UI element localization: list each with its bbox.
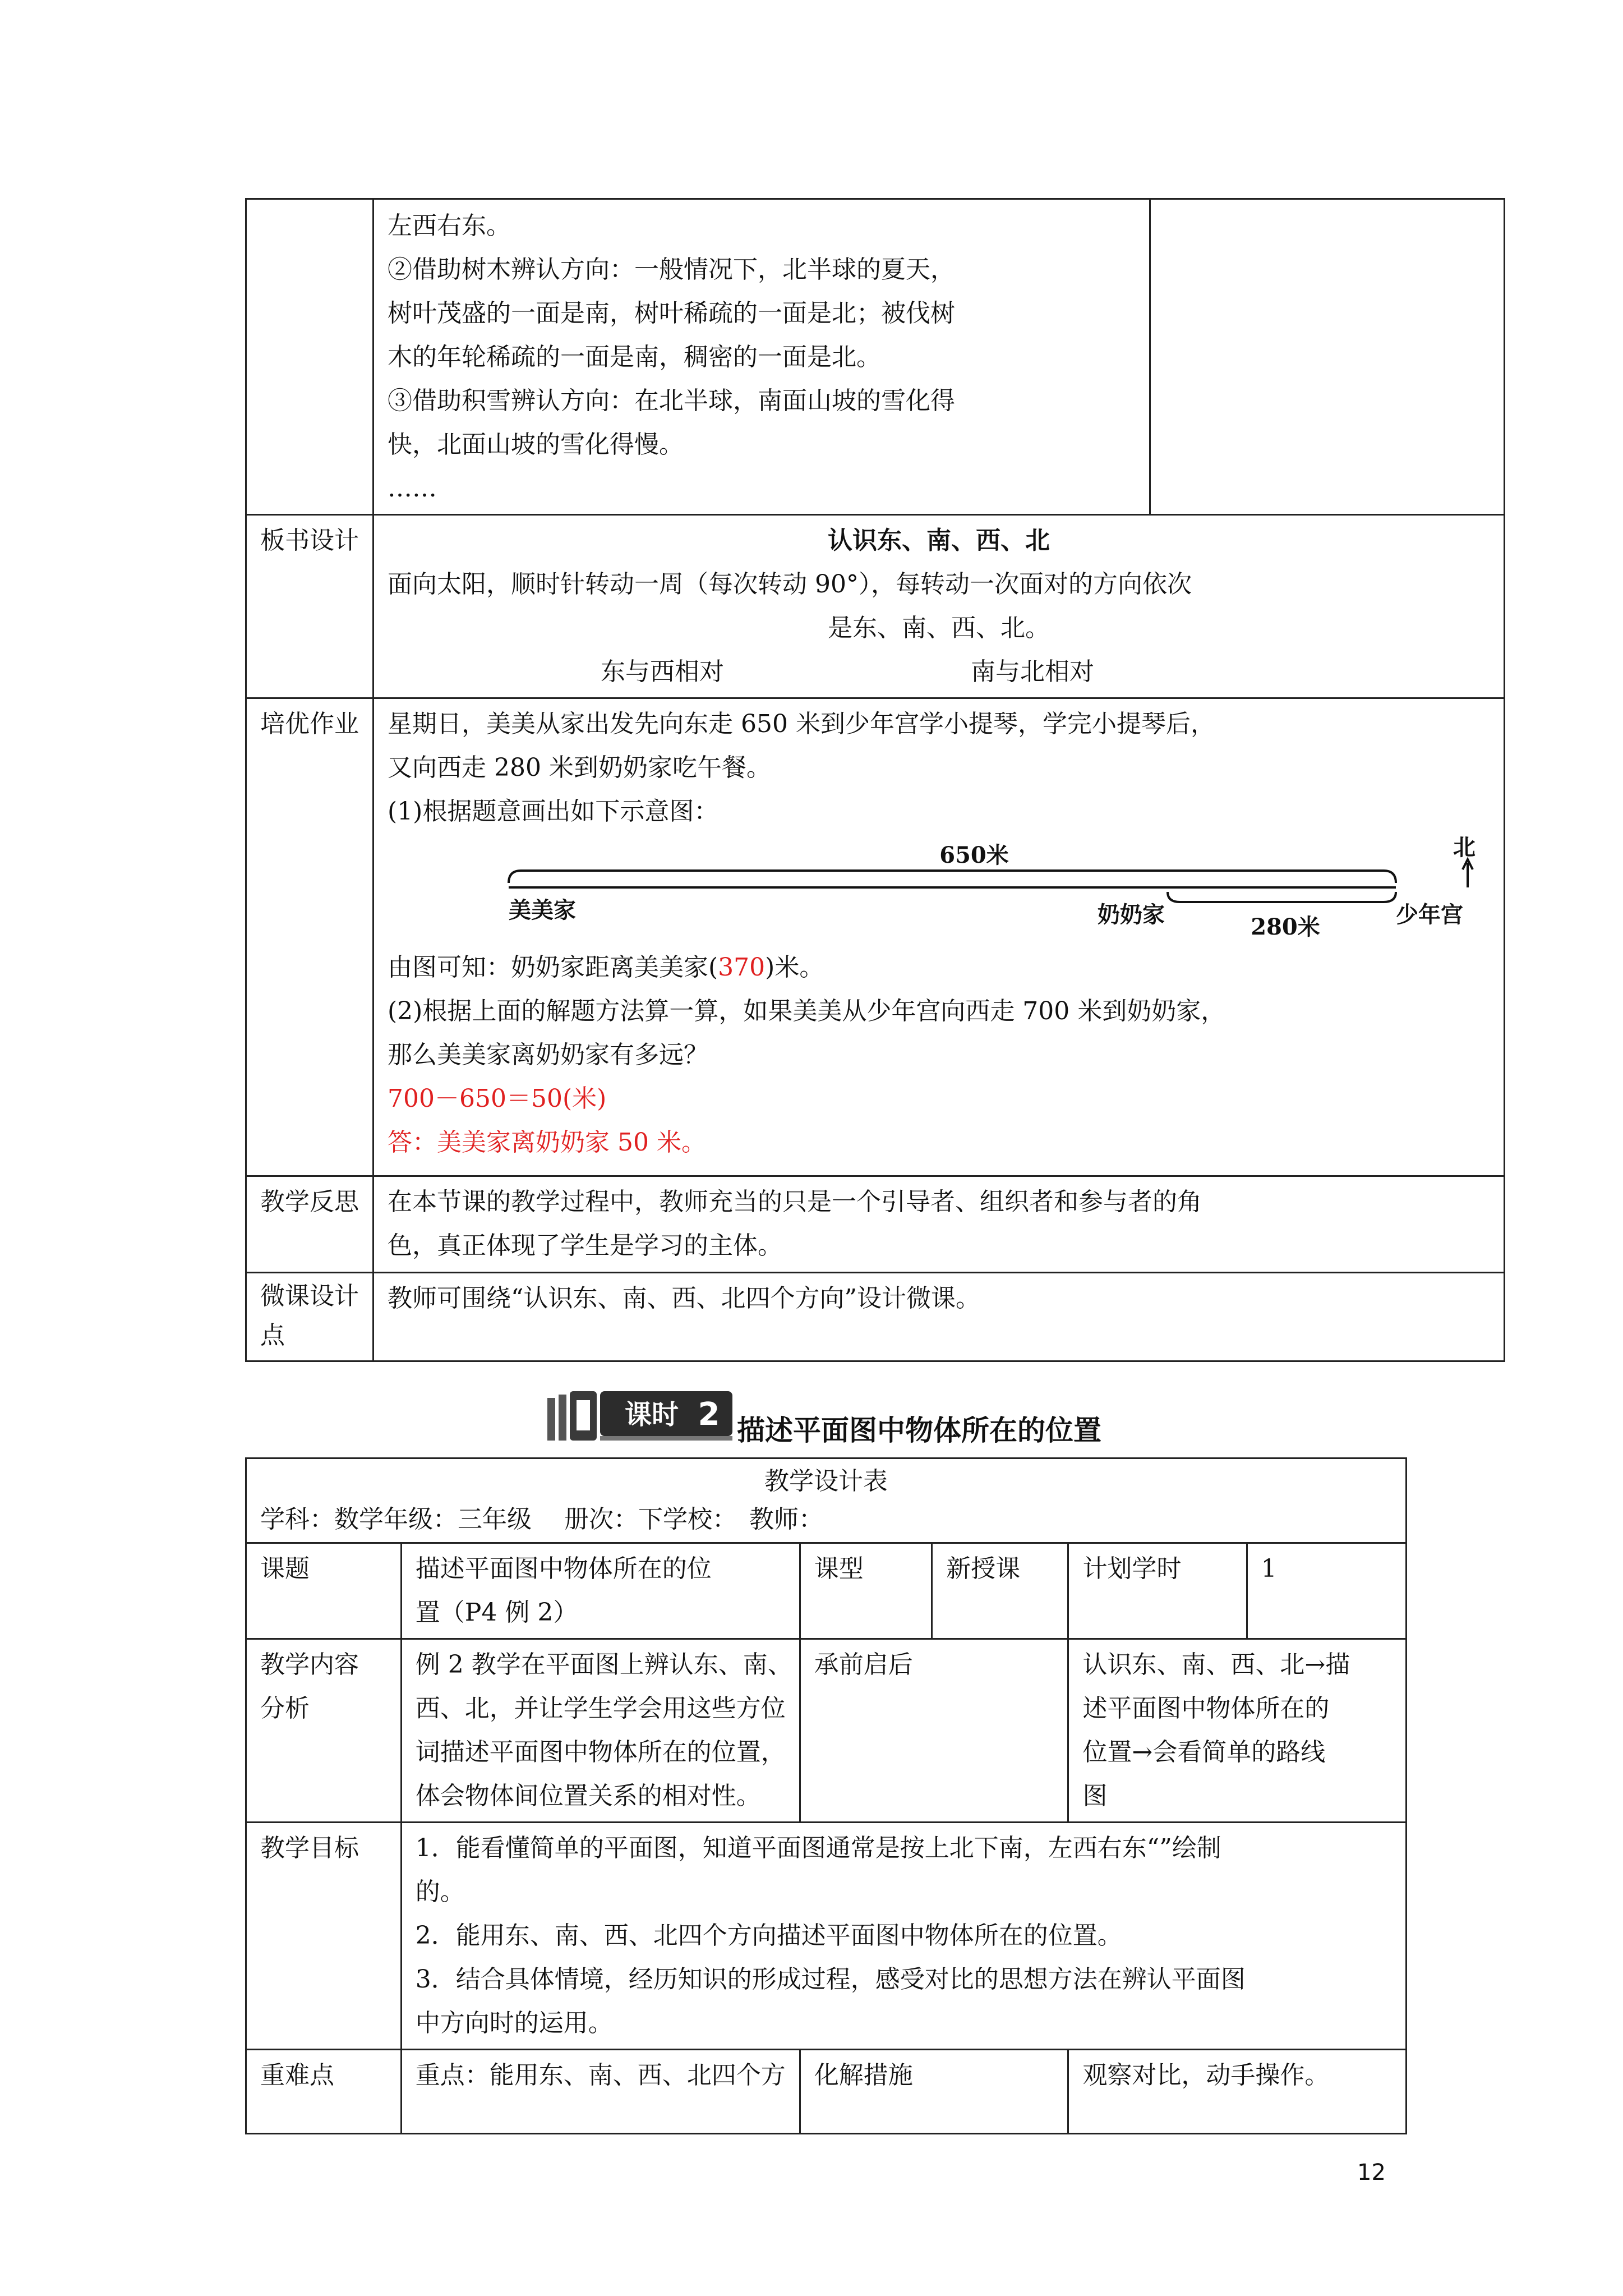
link-content — [1068, 1639, 1407, 1823]
board-design-label: 板书设计 — [246, 515, 374, 698]
reflection-row — [246, 1176, 1505, 1273]
reflection-label: 教学反思 — [246, 1176, 374, 1273]
lesson-badge-text: 课时 — [624, 1399, 679, 1430]
analysis-label-line-1: 教学内容 — [260, 1650, 359, 1679]
measure-content: 观察对比，动手操作。 — [1068, 2050, 1407, 2134]
table-title-cell — [246, 1458, 1407, 1543]
analysis-label — [246, 1639, 402, 1823]
goal-line: 1．能看懂简单的平面图，知道平面图通常是按上北下南，左西右东“”绘制 — [415, 1834, 1221, 1862]
board-line-1: 面向太阳，顺时针转动一周（每次转动 90°），每转动一次面对的方向依次 — [388, 570, 1192, 599]
topic-row — [246, 1543, 1407, 1639]
board-design-row — [246, 515, 1505, 698]
place-grandma: 奶奶家 — [1098, 901, 1165, 928]
goal-line: 中方向时的运用。 — [415, 2009, 613, 2037]
board-design-content — [374, 515, 1505, 698]
text-line: …… — [388, 474, 437, 503]
key-points-row — [246, 2050, 1407, 2134]
board-pair-left: 东与西相对 — [601, 657, 724, 686]
hours-value: 1 — [1247, 1543, 1406, 1639]
topic-line-2: 置（P4 例 2） — [415, 1598, 578, 1627]
topic-line-1: 描述平面图中物体所在的位 — [415, 1554, 712, 1583]
distance-diagram — [374, 834, 1490, 946]
analysis-line: 词描述平面图中物体所在的位置， — [415, 1738, 786, 1766]
label-280: 280米 — [1251, 914, 1320, 940]
micro-lesson-text: 教师可围绕“认识东、南、西、北四个方向”设计微课。 — [388, 1284, 980, 1313]
key-points-content: 重点：能用东、南、西、北四个方 — [401, 2050, 800, 2134]
micro-lesson-row — [246, 1273, 1505, 1361]
link-line: 位置→会看简单的路线 — [1082, 1738, 1326, 1766]
homework-question-2-line-2: 那么美美家离奶奶家有多远？ — [388, 1041, 708, 1069]
goal-line: 3．结合具体情境，经历知识的形成过程，感受对比的思想方法在辨认平面图 — [415, 1965, 1246, 1994]
label-650: 650米 — [939, 842, 1009, 868]
lesson2-design-table — [245, 1457, 1407, 2134]
goal-line: 2．能用东、南、西、北四个方向描述平面图中物体所在的位置。 — [415, 1921, 1122, 1950]
table-title: 教学设计表 — [764, 1467, 888, 1496]
answer-1 — [388, 946, 1490, 990]
reflection-line-1: 在本节课的教学过程中，教师充当的只是一个引导者、组织者和参与者的角 — [388, 1188, 1202, 1216]
analysis-content — [401, 1639, 800, 1823]
link-line: 图 — [1082, 1782, 1108, 1810]
homework-intro-2: 又向西走 280 米到奶奶家吃午餐。 — [388, 753, 771, 782]
hours-label: 计划学时 — [1068, 1543, 1247, 1639]
link-line: 述平面图中物体所在的 — [1082, 1694, 1330, 1723]
homework-intro-1: 星期日，美美从家出发先向东走 650 米到少年宫学小提琴，学完小提琴后， — [388, 710, 1215, 738]
table-title-row — [246, 1458, 1407, 1543]
page-number: 12 — [1357, 2160, 1386, 2185]
type-label: 课型 — [800, 1543, 932, 1639]
homework-question-1: (1)根据题意画出如下示意图： — [388, 797, 719, 826]
micro-label-line-2: 点 — [260, 1321, 285, 1350]
board-pair-right: 南与北相对 — [971, 657, 1094, 686]
micro-lesson-label — [246, 1273, 374, 1361]
board-pairs — [388, 650, 1490, 694]
text-line: 快，北面山坡的雪化得慢。 — [388, 430, 684, 459]
homework-row — [246, 698, 1505, 1176]
north-label: 北 — [1453, 834, 1476, 861]
place-home: 美美家 — [509, 897, 576, 923]
answer-2: 答：美美家离奶奶家 50 米。 — [388, 1128, 706, 1157]
table-meta: 学科：数学年级：三年级 册次：下学校： 教师： — [260, 1505, 823, 1534]
micro-lesson-content — [374, 1273, 1505, 1361]
link-line: 认识东、南、西、北→描 — [1082, 1650, 1350, 1679]
brace-280 — [1168, 892, 1396, 902]
answer-1-prefix: 由图可知：奶奶家距离美美家( — [388, 953, 718, 982]
lesson-badge-icon — [545, 1388, 736, 1450]
homework-label: 培优作业 — [246, 698, 374, 1176]
board-title: 认识东、南、西、北 — [828, 526, 1050, 555]
measure-label: 化解措施 — [800, 2050, 1068, 2134]
text-line: ②借助树木辨认方向：一般情况下，北半球的夏天， — [388, 255, 955, 284]
goals-row — [246, 1823, 1407, 2050]
goal-line: 的。 — [415, 1878, 465, 1906]
calculation: 700－650＝50(米) — [388, 1084, 607, 1113]
reflection-line-2: 色，真正体现了学生是学习的主体。 — [388, 1231, 782, 1260]
lesson-badge-number: 2 — [698, 1396, 720, 1433]
topic-value — [401, 1543, 800, 1639]
board-line-2: 是东、南、西、北。 — [828, 614, 1050, 642]
continuation-row — [246, 199, 1505, 515]
answer-1-value: 370 — [718, 953, 766, 982]
place-palace: 少年宫 — [1396, 901, 1463, 928]
analysis-line: 体会物体间位置关系的相对性。 — [415, 1782, 761, 1810]
text-line: 左西右东。 — [388, 211, 511, 240]
homework-content — [374, 698, 1505, 1176]
analysis-row — [246, 1639, 1407, 1823]
lesson1-design-table — [245, 198, 1505, 1362]
key-points-label: 重难点 — [246, 2050, 402, 2134]
topic-label: 课题 — [246, 1543, 402, 1639]
analysis-line: 例 2 教学在平面图上辨认东、南、 — [415, 1650, 792, 1679]
goals-label: 教学目标 — [246, 1823, 402, 2050]
homework-question-2-line-1: (2)根据上面的解题方法算一算，如果美美从少年宫向西走 700 米到奶奶家， — [388, 997, 1226, 1025]
text-line: 木的年轮稀疏的一面是南，稠密的一面是北。 — [388, 343, 881, 371]
analysis-line: 西、北，并让学生学会用这些方位 — [415, 1694, 786, 1723]
reflection-content — [374, 1176, 1505, 1273]
text-line: ③借助积雪辨认方向：在北半球，南面山坡的雪化得 — [388, 386, 955, 415]
brace-650 — [509, 871, 1396, 883]
north-arrow-icon — [1463, 859, 1473, 887]
continuation-side-cell — [1150, 199, 1504, 515]
goals-content — [401, 1823, 1406, 2050]
analysis-label-line-2: 分析 — [260, 1694, 310, 1723]
continuation-label-cell — [246, 199, 374, 515]
type-value: 新授课 — [932, 1543, 1068, 1639]
link-label: 承前启后 — [800, 1639, 1068, 1823]
lesson2-heading — [545, 1388, 1218, 1450]
micro-label-line-1: 微课设计 — [260, 1282, 359, 1310]
text-line: 树叶茂盛的一面是南，树叶稀疏的一面是北；被伐树 — [388, 299, 955, 328]
continuation-content-cell — [374, 199, 1150, 515]
lesson2-title: 描述平面图中物体所在的位置 — [737, 1414, 1101, 1447]
answer-1-suffix: )米。 — [765, 953, 824, 982]
